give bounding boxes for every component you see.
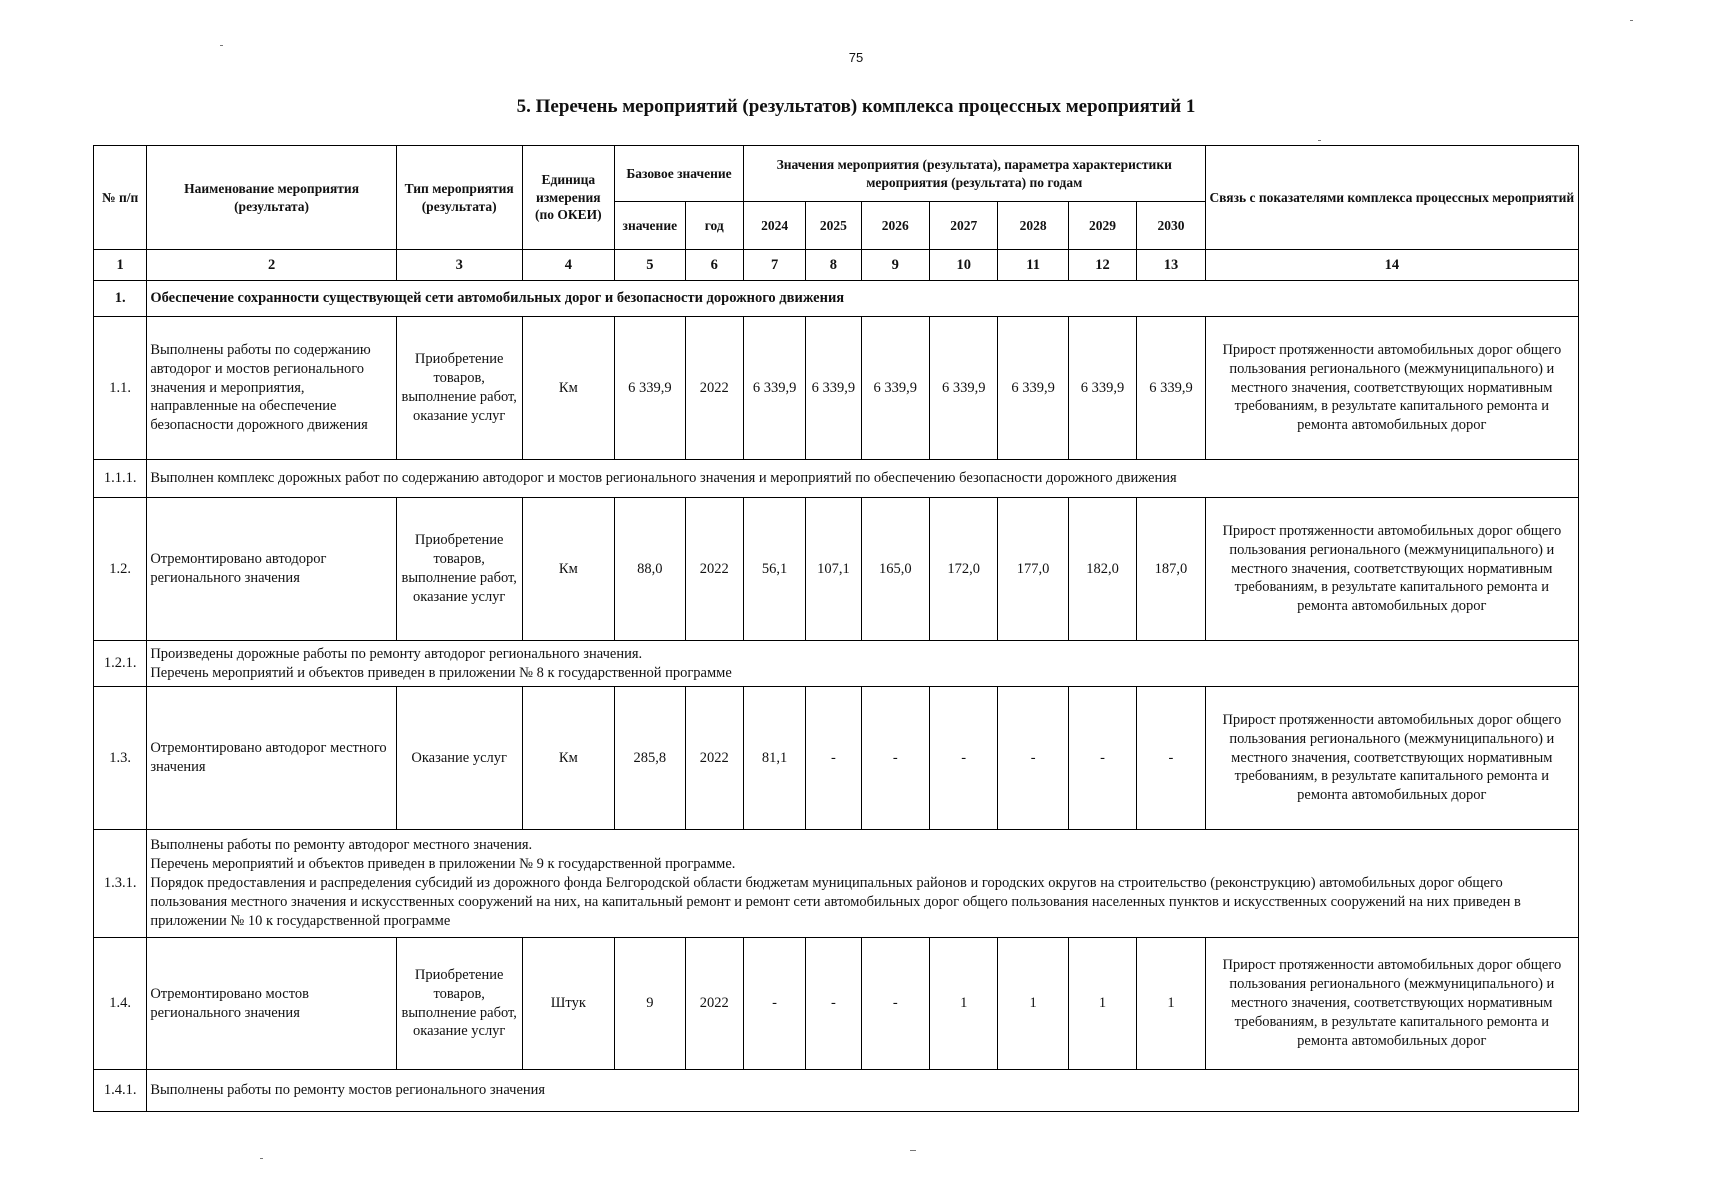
sub-text	[147, 641, 1579, 687]
row-value: 81,1	[743, 687, 805, 830]
column-number: 1	[94, 250, 147, 281]
header-name: Наименование мероприятия (результата)	[147, 146, 397, 250]
row-base-year: 2022	[685, 498, 743, 641]
row-base-value: 6 339,9	[615, 317, 685, 460]
column-number: 4	[522, 250, 615, 281]
row-num: 1.1.	[94, 317, 147, 460]
table-row	[94, 498, 1579, 641]
row-value: -	[998, 687, 1068, 830]
scan-speck	[910, 1150, 916, 1151]
column-number: 2	[147, 250, 397, 281]
row-link: Прирост протяженности автомобильных дорог общего пользования регионального (межмуниципального) и местного значения, соответствующих нормативным требованиям, в результате капитального ремонта и ремонта автомобильных дорог	[1205, 317, 1578, 460]
row-value: 6 339,9	[1068, 317, 1136, 460]
header-type: Тип мероприятия (результата)	[396, 146, 522, 250]
column-number: 13	[1137, 250, 1205, 281]
row-value: 6 339,9	[1137, 317, 1205, 460]
row-value: 165,0	[861, 498, 929, 641]
row-value: 182,0	[1068, 498, 1136, 641]
column-number: 12	[1068, 250, 1136, 281]
row-link: Прирост протяженности автомобильных дорог общего пользования регионального (межмуниципального) и местного значения, соответствующих нормативным требованиям, в результате капитального ремонта и ремонта автомобильных дорог	[1205, 498, 1578, 641]
sub-row	[94, 460, 1579, 498]
row-value: 172,0	[930, 498, 998, 641]
row-base-value: 9	[615, 938, 685, 1070]
section-num: 1.	[94, 281, 147, 317]
section-title: Обеспечение сохранности существующей сети автомобильных дорог и безопасности дорожного движения	[147, 281, 1579, 317]
column-number: 3	[396, 250, 522, 281]
column-number: 10	[930, 250, 998, 281]
row-value: 1	[998, 938, 1068, 1070]
sub-text-line: Произведены дорожные работы по ремонту автодорог регионального значения.	[150, 645, 643, 662]
row-value: -	[806, 938, 861, 1070]
row-base-value: 285,8	[615, 687, 685, 830]
row-unit: Км	[522, 498, 615, 641]
header-base-year: год	[685, 202, 743, 250]
header-unit: Единица измерения (по ОКЕИ)	[522, 146, 615, 250]
sub-text	[147, 1070, 1579, 1112]
column-number: 8	[806, 250, 861, 281]
row-value: 6 339,9	[861, 317, 929, 460]
sub-text-line: Перечень мероприятий и объектов приведен в приложении № 9 к государственной программе.	[150, 856, 736, 873]
row-name: Отремонтировано мостов регионального значения	[147, 938, 397, 1070]
sub-text-line: Выполнены работы по ремонту автодорог местного значения.	[150, 837, 533, 854]
row-value: -	[743, 938, 805, 1070]
row-value: 6 339,9	[930, 317, 998, 460]
sub-text-line: Перечень мероприятий и объектов приведен в приложении № 8 к государственной программе	[150, 664, 732, 681]
sub-num: 1.3.1.	[94, 830, 147, 938]
header-year: 2025	[806, 202, 861, 250]
row-type: Оказание услуг	[396, 687, 522, 830]
sub-num: 1.1.1.	[94, 460, 147, 498]
row-value: 1	[1068, 938, 1136, 1070]
sub-text-line: Порядок предоставления и распределения субсидий из дорожного фонда Белгородской области бюджетам муниципальных районов и городских округов на строительство (реконструкцию) автомобильных дорог общего пользования местного значения и искусственных сооружений на них, на капитальный ремонт и ремонт сети автомобильных дорог общего пользования населенных пунктов и искусственных сооружений на них приведен в приложении № 10 к государственной программе	[150, 875, 1521, 929]
row-num: 1.3.	[94, 687, 147, 830]
row-link: Прирост протяженности автомобильных дорог общего пользования регионального (межмуниципального) и местного значения, соответствующих нормативным требованиям, в результате капитального ремонта и ремонта автомобильных дорог	[1205, 938, 1578, 1070]
sub-row	[94, 1070, 1579, 1112]
page-title: 5. Перечень мероприятий (результатов) комплекса процессных мероприятий 1	[516, 96, 1196, 117]
row-name: Отремонтировано автодорог регионального значения	[147, 498, 397, 641]
row-value: 187,0	[1137, 498, 1205, 641]
header-base-value: значение	[615, 202, 685, 250]
row-value: -	[806, 687, 861, 830]
header-year: 2027	[930, 202, 998, 250]
table-row	[94, 938, 1579, 1070]
row-value: 6 339,9	[743, 317, 805, 460]
scan-speck	[220, 45, 223, 46]
row-base-year: 2022	[685, 938, 743, 1070]
sub-num: 1.4.1.	[94, 1070, 147, 1112]
sub-text-line: Выполнен комплекс дорожных работ по содержанию автодорог и мостов регионального значения и мероприятий по обеспечению безопасности дорожного движения	[150, 470, 1177, 487]
row-value: -	[930, 687, 998, 830]
activities-table	[93, 145, 1579, 1112]
header-year: 2026	[861, 202, 929, 250]
scan-speck	[260, 1158, 263, 1159]
row-value: -	[861, 938, 929, 1070]
row-value: 1	[930, 938, 998, 1070]
row-unit: Км	[522, 687, 615, 830]
row-unit: Штук	[522, 938, 615, 1070]
row-value: -	[1137, 687, 1205, 830]
header-year: 2024	[743, 202, 805, 250]
sub-text-line: Выполнены работы по ремонту мостов регионального значения	[150, 1082, 546, 1099]
column-number: 6	[685, 250, 743, 281]
sub-row	[94, 830, 1579, 938]
row-value: 6 339,9	[806, 317, 861, 460]
sub-text	[147, 830, 1579, 938]
header-link: Связь с показателями комплекса процессных мероприятий	[1205, 146, 1578, 250]
sub-row	[94, 641, 1579, 687]
row-value: 107,1	[806, 498, 861, 641]
column-number: 7	[743, 250, 805, 281]
header-values: Значения мероприятия (результата), параметра характеристики мероприятия (результата) по годам	[743, 146, 1205, 202]
row-unit: Км	[522, 317, 615, 460]
header-year: 2029	[1068, 202, 1136, 250]
row-value: 177,0	[998, 498, 1068, 641]
scan-speck	[1630, 20, 1633, 21]
header-num: № п/п	[94, 146, 147, 250]
row-name: Выполнены работы по содержанию автодорог и мостов регионального значения и мероприятия, направленные на обеспечение безопасности дорожного движения	[147, 317, 397, 460]
row-num: 1.4.	[94, 938, 147, 1070]
header-year: 2030	[1137, 202, 1205, 250]
row-value: -	[1068, 687, 1136, 830]
row-name: Отремонтировано автодорог местного значения	[147, 687, 397, 830]
row-base-year: 2022	[685, 317, 743, 460]
scan-speck	[1318, 140, 1321, 141]
row-value: 1	[1137, 938, 1205, 1070]
header-base: Базовое значение	[615, 146, 744, 202]
row-num: 1.2.	[94, 498, 147, 641]
row-type: Приобретение товаров, выполнение работ, оказание услуг	[396, 498, 522, 641]
row-value: -	[861, 687, 929, 830]
column-number: 9	[861, 250, 929, 281]
column-number: 11	[998, 250, 1068, 281]
row-type: Приобретение товаров, выполнение работ, оказание услуг	[396, 317, 522, 460]
row-base-value: 88,0	[615, 498, 685, 641]
table-row	[94, 687, 1579, 830]
page-number: 75	[848, 50, 864, 65]
column-number: 5	[615, 250, 685, 281]
sub-num: 1.2.1.	[94, 641, 147, 687]
table-row	[94, 317, 1579, 460]
row-link: Прирост протяженности автомобильных дорог общего пользования регионального (межмуниципального) и местного значения, соответствующих нормативным требованиям, в результате капитального ремонта и ремонта автомобильных дорог	[1205, 687, 1578, 830]
header-year: 2028	[998, 202, 1068, 250]
column-number: 14	[1205, 250, 1578, 281]
row-base-year: 2022	[685, 687, 743, 830]
sub-text	[147, 460, 1579, 498]
row-value: 6 339,9	[998, 317, 1068, 460]
row-value: 56,1	[743, 498, 805, 641]
row-type: Приобретение товаров, выполнение работ, оказание услуг	[396, 938, 522, 1070]
